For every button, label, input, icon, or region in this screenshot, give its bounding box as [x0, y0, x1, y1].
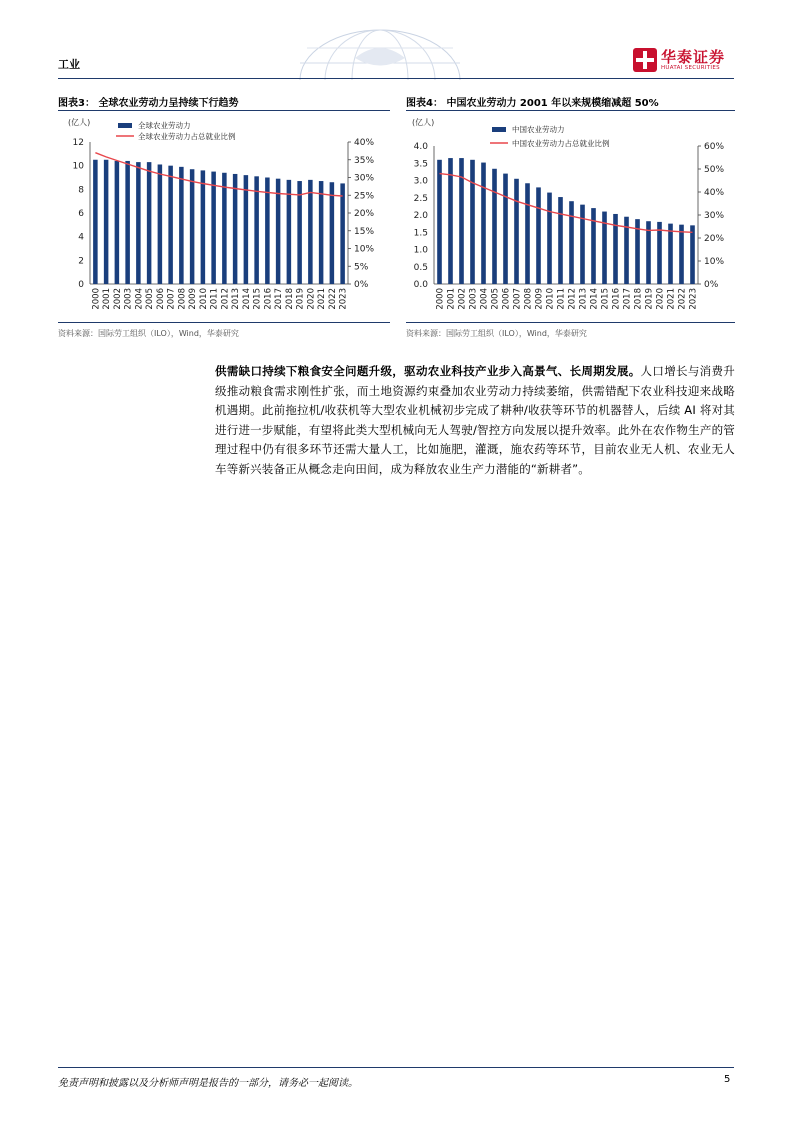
bar [147, 162, 152, 284]
bar [254, 176, 259, 284]
bar [168, 166, 173, 284]
bar [179, 167, 184, 284]
x-tick-label: 2016 [263, 288, 274, 310]
x-tick-label: 2007 [166, 288, 177, 310]
x-tick-label: 2023 [338, 288, 349, 310]
bar [448, 158, 453, 284]
x-tick-label: 2014 [589, 288, 600, 310]
bar [591, 208, 596, 284]
bar [679, 225, 684, 284]
x-tick-label: 2010 [545, 288, 556, 310]
body-paragraph [215, 362, 735, 479]
legend-bar-swatch [118, 123, 132, 128]
y-left-tick-label: 2.0 [413, 211, 428, 221]
bar [308, 180, 313, 284]
chart-china-agri-labor [406, 112, 735, 320]
legend-line-label: 中国农业劳动力占总就业比例 [512, 139, 610, 148]
series-line [95, 153, 342, 196]
header-rule [58, 78, 734, 79]
y-axis-unit: (亿人) [412, 118, 435, 127]
x-tick-label: 2015 [252, 288, 263, 310]
bar [276, 179, 281, 284]
bar [470, 160, 475, 284]
x-tick-label: 2010 [198, 288, 209, 310]
y-left-tick-label: 0.0 [413, 280, 428, 290]
x-tick-label: 2012 [220, 288, 231, 310]
series-line [440, 174, 693, 233]
y-left-tick-label: 1.0 [413, 245, 428, 256]
y-left-tick-label: 3.0 [413, 176, 428, 187]
legend-bar-label: 中国农业劳动力 [512, 125, 565, 134]
x-tick-label: 2013 [231, 288, 242, 310]
x-tick-label: 2003 [468, 288, 479, 310]
bar [190, 169, 195, 284]
x-tick-label: 2006 [155, 288, 166, 310]
x-tick-label: 2002 [457, 288, 468, 310]
bar [115, 161, 120, 284]
x-tick-label: 2022 [327, 288, 338, 310]
x-tick-label: 2008 [523, 288, 534, 310]
brand-logo [633, 46, 735, 76]
y-right-tick-label: 50% [704, 165, 725, 175]
y-left-tick-label: 8 [78, 185, 84, 196]
y-left-tick-label: 4.0 [413, 142, 428, 152]
x-tick-label: 2001 [102, 288, 113, 310]
y-right-tick-label: 40% [354, 138, 375, 148]
bar [211, 172, 216, 284]
bar [233, 174, 238, 284]
legend-line-label: 全球农业劳动力占总就业比例 [138, 132, 236, 141]
figure-4-caption: 图表4： 中国农业劳动力 2001 年以来规模缩减超 50% [406, 98, 659, 109]
figure-3-top-rule [58, 110, 390, 111]
bar [297, 181, 302, 284]
y-right-tick-label: 30% [704, 211, 725, 221]
figure-4-source: 资料来源：国际劳工组织（ILO），Wind，华泰研究 [406, 329, 587, 338]
y-right-tick-label: 35% [354, 155, 375, 166]
bar [244, 175, 249, 284]
bar [201, 170, 206, 284]
x-tick-label: 2007 [512, 288, 523, 310]
bar [158, 164, 163, 284]
x-tick-label: 2021 [317, 288, 328, 310]
bar [437, 160, 442, 284]
figure-3-caption: 图表3： 全球农业劳动力呈持续下行趋势 [58, 98, 239, 109]
brand-name-cn: 华泰证券 [661, 48, 726, 66]
x-tick-label: 2005 [145, 288, 156, 310]
y-left-tick-label: 3.5 [413, 159, 428, 170]
bar [330, 182, 335, 284]
y-right-tick-label: 40% [704, 188, 725, 198]
y-left-tick-label: 12 [72, 138, 84, 148]
y-left-tick-label: 2 [78, 256, 84, 267]
y-right-tick-label: 0% [704, 280, 719, 290]
y-right-tick-label: 30% [354, 173, 375, 184]
bar [536, 187, 541, 284]
x-tick-label: 2017 [622, 288, 633, 310]
bar [525, 183, 530, 284]
x-tick-label: 2015 [600, 288, 611, 310]
x-tick-label: 2019 [295, 288, 306, 310]
bar [558, 197, 563, 284]
y-right-tick-label: 20% [354, 209, 375, 219]
legend-bar-swatch [492, 127, 506, 132]
x-tick-label: 2000 [91, 288, 102, 310]
bar [657, 222, 662, 284]
bar [503, 174, 508, 284]
footer-disclaimer: 免责声明和披露以及分析师声明是报告的一部分，请务必一起阅读。 [58, 1078, 358, 1089]
bar [690, 225, 695, 284]
bar [569, 201, 574, 284]
x-tick-label: 2003 [123, 288, 134, 310]
brand-name-en: HUATAI SECURITIES [661, 65, 720, 71]
y-left-tick-label: 6 [78, 209, 84, 219]
x-tick-label: 2001 [446, 288, 457, 310]
x-tick-label: 2021 [666, 288, 677, 310]
x-tick-label: 2020 [306, 288, 317, 310]
x-tick-label: 2013 [578, 288, 589, 310]
x-tick-label: 2019 [644, 288, 655, 310]
x-tick-label: 2018 [633, 288, 644, 310]
x-tick-label: 2011 [209, 288, 220, 310]
legend-bar-label: 全球农业劳动力 [138, 121, 191, 130]
x-tick-label: 2009 [534, 288, 545, 310]
y-right-tick-label: 5% [354, 262, 369, 273]
x-tick-label: 2016 [611, 288, 622, 310]
bar [668, 224, 673, 284]
y-left-tick-label: 1.5 [413, 228, 428, 239]
x-tick-label: 2004 [134, 288, 145, 310]
x-tick-label: 2014 [241, 288, 252, 310]
bar [514, 179, 519, 284]
y-left-tick-label: 4 [78, 232, 84, 243]
x-tick-label: 2011 [556, 288, 567, 310]
bar [222, 173, 227, 284]
y-right-tick-label: 25% [354, 191, 375, 202]
figure-3-bottom-rule [58, 322, 390, 323]
x-tick-label: 2012 [567, 288, 578, 310]
bar [136, 162, 141, 284]
figure-4-bottom-rule [406, 322, 735, 323]
x-tick-label: 2006 [501, 288, 512, 310]
x-tick-label: 2018 [284, 288, 295, 310]
body-text: 人口增长与消费升级推动粮食需求刚性扩张，而土地资源约束叠加农业劳动力持续萎缩，供需错配下农业科技迎来战略机遇期。此前拖拉机/收获机等大型农业机械初步完成了耕种/收获等环节的机器替人，后续 AI 将对其进行进一步赋能，有望将此类大型机械向无人驾驶/智控方向发展以提升效率。此外在农作物生产的管理过程中仍有很多环节还需大量人工，比如施肥，灌溉，施农药等环节，目前农业无人机、农业无人车等新兴装备正从概念走向田间，成为释放农业生产力潜能的“新耕者”。 [215, 364, 735, 476]
bar [481, 163, 486, 284]
page-number: 5 [724, 1074, 731, 1085]
bar [319, 181, 324, 284]
y-right-tick-label: 10% [704, 257, 725, 267]
bar [93, 160, 98, 284]
section-label: 工业 [58, 58, 80, 71]
y-left-tick-label: 2.5 [413, 193, 428, 204]
bar [104, 160, 109, 284]
brand-mark-icon [633, 48, 657, 74]
x-tick-label: 2004 [479, 288, 490, 310]
x-tick-label: 2000 [435, 288, 446, 310]
x-tick-label: 2009 [188, 288, 199, 310]
x-tick-label: 2022 [677, 288, 688, 310]
bar [547, 193, 552, 284]
bar [492, 169, 497, 284]
y-left-tick-label: 0.5 [413, 262, 428, 273]
bar [287, 180, 292, 284]
y-axis-unit: (亿人) [68, 118, 91, 127]
bar [125, 161, 130, 284]
bar [580, 205, 585, 284]
y-right-tick-label: 10% [354, 244, 375, 255]
bar [265, 178, 270, 285]
body-lead: 供需缺口持续下粮食安全问题升级，驱动农业科技产业步入高景气、长周期发展。 [215, 364, 641, 378]
y-left-tick-label: 0 [78, 280, 84, 290]
footer-rule [58, 1067, 734, 1068]
y-right-tick-label: 20% [704, 234, 725, 244]
y-right-tick-label: 60% [704, 142, 725, 152]
y-right-tick-label: 0% [354, 280, 369, 290]
y-right-tick-label: 15% [354, 226, 375, 237]
x-tick-label: 2005 [490, 288, 501, 310]
chart-global-agri-labor [58, 112, 390, 320]
figure-3-source: 资料来源：国际劳工组织（ILO），Wind，华泰研究 [58, 329, 239, 338]
globe-watermark [295, 28, 465, 80]
x-tick-label: 2002 [112, 288, 123, 310]
figure-4-top-rule [406, 110, 735, 111]
x-tick-label: 2023 [688, 288, 699, 310]
x-tick-label: 2017 [274, 288, 285, 310]
y-left-tick-label: 10 [72, 161, 84, 172]
x-tick-label: 2008 [177, 288, 188, 310]
bar [340, 183, 345, 284]
x-tick-label: 2020 [655, 288, 666, 310]
